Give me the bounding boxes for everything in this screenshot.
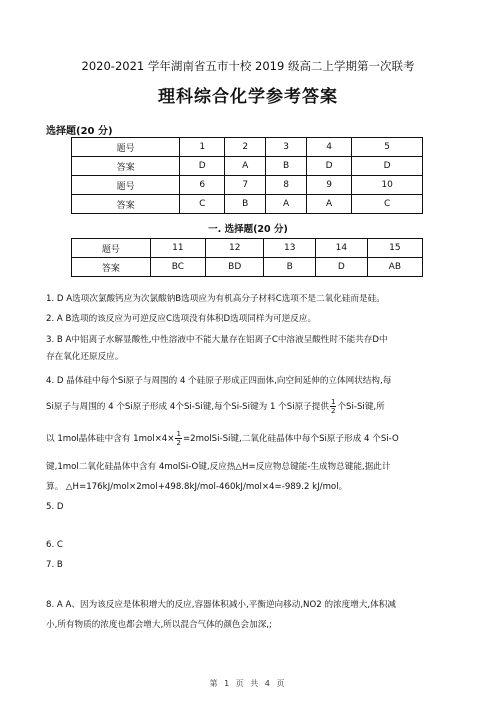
table-cell: 5	[352, 138, 423, 157]
table-row	[72, 157, 423, 176]
table-cell: B	[225, 195, 266, 214]
table-cell: 12	[205, 239, 263, 258]
table-row	[72, 258, 423, 277]
answer-4-line-4: 键,1mol二氧化硅晶体中含有 4molSi-O键,反应热△H=反应物总键能-生成物总键能,据此计	[46, 462, 391, 472]
fraction-one-half	[175, 430, 181, 447]
fraction-numerator: 1	[176, 430, 181, 438]
answer-4-line-1: 4. D 晶体硅中每个Si原子与周围的 4 个硅原子形成正四面体,向空间延伸的立体网状结构,每	[46, 376, 392, 386]
table-row	[72, 239, 423, 258]
table-cell: 3	[266, 138, 307, 157]
table-cell: A	[225, 157, 266, 176]
table-row	[72, 176, 423, 195]
answer-4-line-2	[46, 398, 456, 415]
answer-4-line-5: 算。 △H=176kJ/mol×2mol+498.8kJ/mol-460kJ/mol×4=-989.2 kJ/mol。	[46, 482, 348, 492]
answer-table-1	[71, 137, 423, 214]
table-cell: 11	[150, 239, 205, 258]
fraction-denominator: 2	[176, 439, 181, 447]
table-cell: 2	[225, 138, 266, 157]
answer-4-line-3-text-b: =2molSi-Si键,二氧化硅晶体中每个Si原子形成 4 个Si-O	[182, 434, 399, 444]
answer-7: 7. B	[46, 560, 63, 570]
answer-4-line-3-text-a: 以 1mol晶体硅中含有 1mol×4×	[46, 434, 175, 444]
page-footer: 第 1 页 共 4 页	[209, 679, 287, 688]
answer-8-line-2: 小,所有物质的浓度也都会增大,所以混合气体的颜色会加深,;	[46, 620, 272, 630]
answer-4-line-2-text-b: 个Si-Si键,所	[337, 402, 385, 412]
table-cell: D	[180, 157, 225, 176]
table-cell: C	[352, 195, 423, 214]
table-cell: 答案	[72, 157, 180, 176]
fraction-denominator: 2	[330, 407, 336, 415]
fraction-one-half	[330, 398, 336, 415]
table-cell: 1	[180, 138, 225, 157]
table-cell: 9	[307, 176, 352, 195]
fraction-numerator: 1	[330, 398, 336, 406]
answer-3-line-2: 存在氧化还原反应。	[46, 352, 124, 362]
answer-1: 1. D A选项次氯酸钙应为次氯酸钠B选项应为有机高分子材料C选项不是二氧化硅而是硅。	[46, 294, 385, 304]
answer-table-2	[71, 238, 423, 277]
table-cell: B	[264, 258, 316, 277]
answer-5: 5. D	[46, 502, 64, 512]
table-cell: 7	[225, 176, 266, 195]
table-cell: C	[180, 195, 225, 214]
table-cell: 题号	[72, 176, 180, 195]
table-cell: A	[266, 195, 307, 214]
answer-8-line-1: 8. A A、因为该反应是体积增大的反应,容器体积减小,平衡逆向移动,NO2 的浓度增大,体积减	[46, 600, 396, 610]
section-heading-multiple-choice: 选择题(20 分)	[46, 126, 113, 137]
table-cell: 8	[266, 176, 307, 195]
answer-6: 6. C	[46, 540, 63, 550]
table-cell: A	[307, 195, 352, 214]
table-cell: 15	[367, 239, 422, 258]
table-row	[72, 195, 423, 214]
answer-2: 2. A B选项的该反应为可逆反应C选项没有体积D选项同样为可逆反应。	[46, 314, 317, 324]
answer-4-line-2-text-a: Si原子与周围的 4 个Si原子形成 4个Si-Si键,每个Si-Si键为 1 个Si原子提供	[46, 402, 329, 412]
table-cell: 答案	[72, 195, 180, 214]
table-cell: 10	[352, 176, 423, 195]
table-cell: B	[266, 157, 307, 176]
table-cell: 题号	[72, 239, 151, 258]
answer-4-line-3	[46, 430, 456, 447]
table-cell: D	[352, 157, 423, 176]
table-cell: 13	[264, 239, 316, 258]
document-subtitle: 2020-2021 学年湖南省五市十校 2019 级高二上学期第一次联考	[81, 59, 415, 73]
answer-3-line-1: 3. B A中铝离子水解显酸性,中性溶液中不能大量存在铝离子C中溶液呈酸性时不能共存D中	[46, 335, 388, 345]
table-cell: 题号	[72, 138, 180, 157]
table-cell: BC	[150, 258, 205, 277]
table-row	[72, 138, 423, 157]
table-cell: 6	[180, 176, 225, 195]
table-cell: 答案	[72, 258, 151, 277]
table-cell: 4	[307, 138, 352, 157]
table-cell: BD	[205, 258, 263, 277]
table-cell: AB	[367, 258, 422, 277]
table-cell: D	[307, 157, 352, 176]
section-heading-multiple-choice-2: 一. 选择题(20 分)	[208, 224, 288, 235]
document-title: 理科综合化学参考答案	[158, 87, 338, 107]
table-cell: D	[316, 258, 368, 277]
table-cell: 14	[316, 239, 368, 258]
